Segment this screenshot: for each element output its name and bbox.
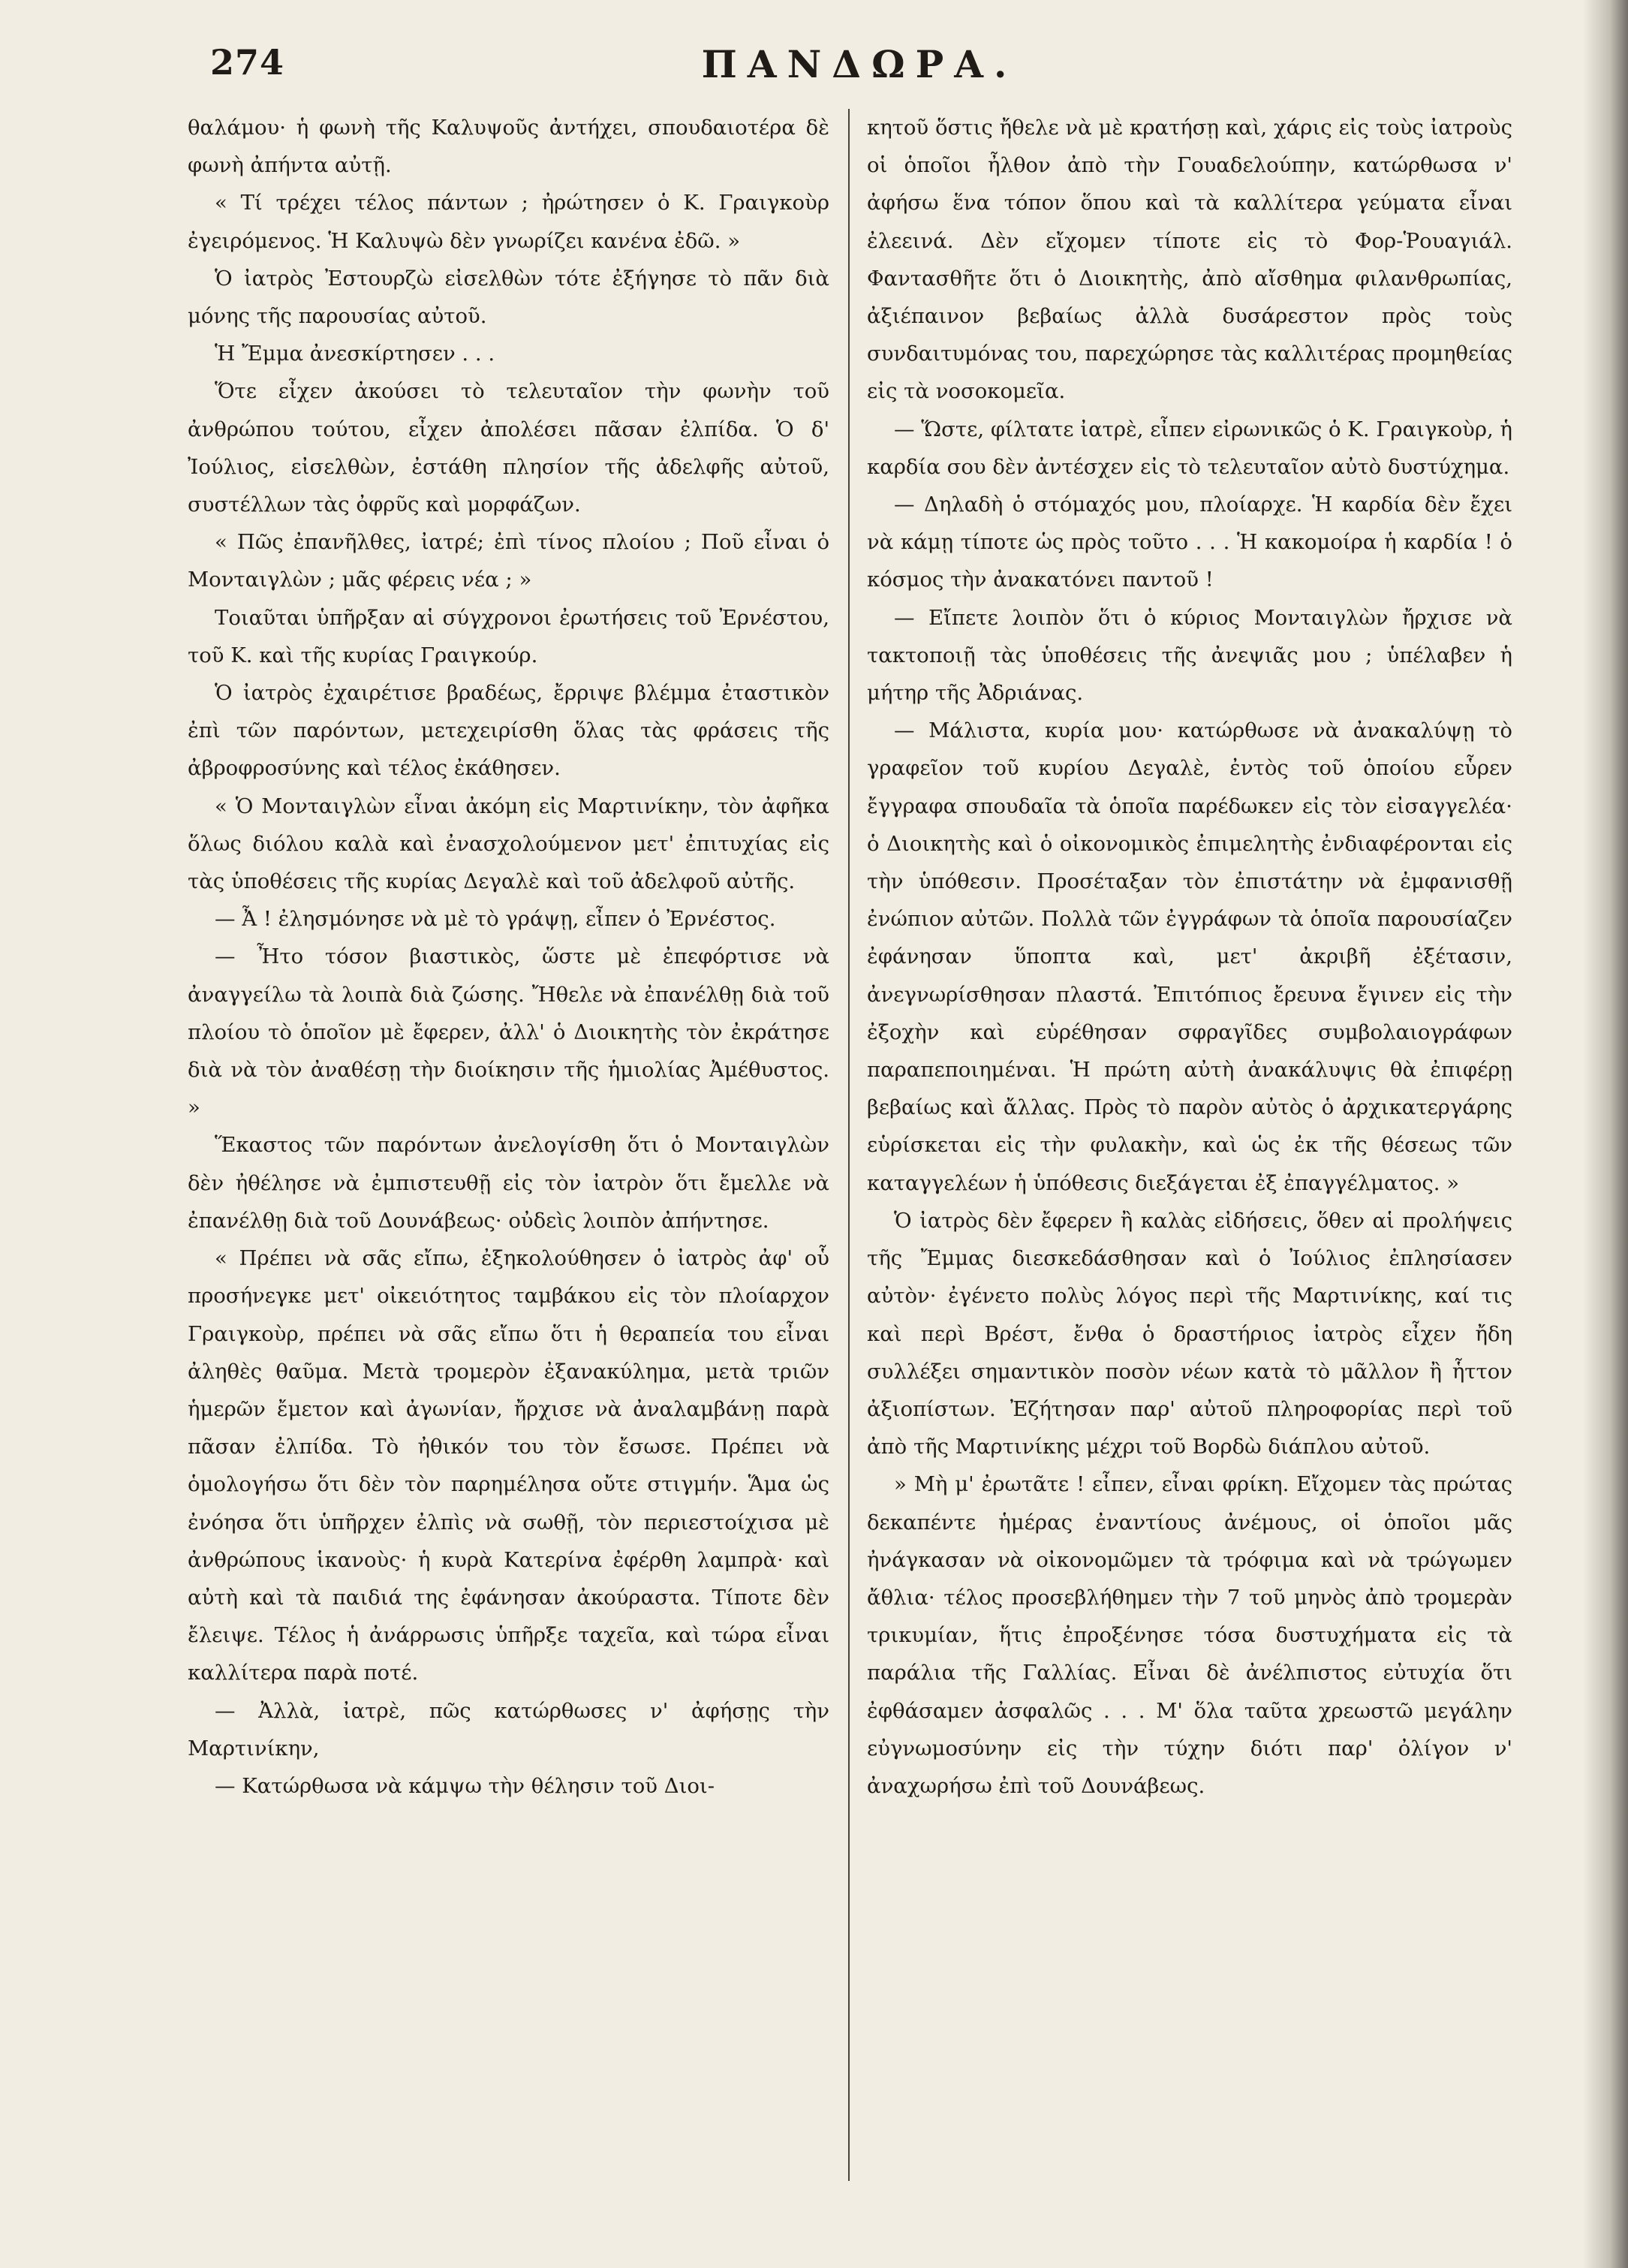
text-columns bbox=[188, 109, 1512, 2181]
paragraph: — Ἦτο τόσον βιαστικὸς, ὥστε μὲ ἐπεφόρτισε νὰ ἀναγγείλω τὰ λοιπὰ διὰ ζώσης. Ἤθελε νὰ ἐπανέλθῃ διὰ τοῦ πλοίου τὸ ὁποῖον μὲ ἔφερεν, ἀλλ' ὁ Διοικητὴς τὸν ἐκράτησε διὰ νὰ τὸν ἀναθέσῃ τὴν διοίκησιν τῆς ἡμιολίας Ἀμέθυστος. » bbox=[188, 944, 829, 1120]
paragraph: Ἕκαστος τῶν παρόντων ἀνελογίσθη ὅτι ὁ Μονταιγλὼν δὲν ἠθέλησε νὰ ἐμπιστευθῇ εἰς τὸν ἰατρὸν ὅτι ἔμελλε νὰ ἐπανέλθῃ διὰ τοῦ Δουνάβεως· οὐδεὶς λοιπὸν ἀπήντησε. bbox=[188, 1133, 829, 1233]
page-number: 274 bbox=[210, 42, 285, 83]
paragraph: κητοῦ ὅστις ἤθελε νὰ μὲ κρατήσῃ καὶ, χάρις εἰς τοὺς ἰατροὺς οἱ ὁποῖοι ἦλθον ἀπὸ τὴν Γουαδελούπην, κατώρθωσα ν' ἀφήσω ἕνα τόπον ὅπου καὶ τὰ καλλίτερα γεύματα εἶναι ἐλεεινά. Δὲν εἴχομεν τίποτε εἰς τὸ Φορ-Ῥουαγιάλ. Φαντασθῆτε ὅτι ὁ Διοικητὴς, ἀπὸ αἴσθημα φιλανθρωπίας, ἀξιέπαινον βεβαίως ἀλλὰ δυσάρεστον πρὸς τοὺς συνδαιτυμόνας του, παρεχώρησε τὰς καλλιτέρας προμηθείας εἰς τὰ νοσοκομεῖα. bbox=[867, 116, 1512, 404]
paragraph: « Ὁ Μονταιγλὼν εἶναι ἀκόμη εἰς Μαρτινίκην, τὸν ἀφῆκα ὅλως διόλου καλὰ καὶ ἐνασχολούμενον μετ' ἐπιτυχίας εἰς τὰς ὑποθέσεις τῆς κυρίας Δεγαλὲ καὶ τοῦ ἀδελφοῦ αὐτῆς. bbox=[188, 794, 829, 894]
paragraph: — Ἀλλὰ, ἰατρὲ, πῶς κατώρθωσες ν' ἀφήσῃς τὴν Μαρτινίκην, bbox=[188, 1698, 829, 1760]
paragraph: — Εἴπετε λοιπὸν ὅτι ὁ κύριος Μονταιγλὼν ἤρχισε νὰ τακτοποιῇ τὰς ὑποθέσεις τῆς ἀνεψιᾶς μου ; ὑπέλαβεν ἡ μήτηρ τῆς Ἀδριάνας. bbox=[867, 605, 1512, 706]
paragraph: Ἡ Ἔμμα ἀνεσκίρτησεν . . . bbox=[215, 342, 495, 366]
right-column bbox=[867, 109, 1512, 2181]
paragraph: « Πῶς ἐπανῆλθες, ἰατρέ; ἐπὶ τίνος πλοίου ; Ποῦ εἶναι ὁ Μονταιγλὼν ; μᾶς φέρεις νέα ; » bbox=[188, 530, 829, 592]
left-column bbox=[188, 109, 829, 2181]
paragraph: — Κατώρθωσα νὰ κάμψω τὴν θέλησιν τοῦ Διοι- bbox=[215, 1773, 715, 1798]
paragraph: — Μάλιστα, κυρία μου· κατώρθωσε νὰ ἀνακαλύψῃ τὸ γραφεῖον τοῦ κυρίου Δεγαλὲ, ἐντὸς τοῦ ὁποίου εὗρεν ἔγγραφα σπουδαῖα τὰ ὁποῖα παρέδωκεν εἰς τὸν εἰσαγγελέα· ὁ Διοικητὴς καὶ ὁ οἰκονομικὸς ἐπιμελητὴς ἐνδιαφέρονται εἰς τὴν ὑπόθεσιν. Προσέταξαν τὸν ἐπιστάτην νὰ ἐμφανισθῇ ἐνώπιον αὐτῶν. Πολλὰ τῶν ἐγγράφων τὰ ὁποῖα παρουσίαζεν ἐφάνησαν ὕποπτα καὶ, μετ' ἀκριβῆ ἐξέτασιν, ἀνεγνωρίσθησαν πλαστά. Ἐπιτόπιος ἔρευνα ἔγινεν εἰς τὴν ἐξοχὴν καὶ εὑρέθησαν σφραγῖδες συμβολαιογράφων παραπεποιημέναι. Ἡ πρώτη αὐτὴ ἀνακάλυψις θὰ ἐπιφέρῃ βεβαίως καὶ ἄλλας. Πρὸς τὸ παρὸν αὐτὸς ὁ ἀρχικατεργάρης εὑρίσκεται εἰς τὴν φυλακὴν, καὶ ὡς ἐκ τῆς θέσεως τῶν καταγγελέων ἡ ὑπόθεσις διεξάγεται ἐξ ἐπαγγέλματος. » bbox=[867, 718, 1512, 1195]
paragraph: — Ὥστε, φίλτατε ἰατρὲ, εἶπεν εἰρωνικῶς ὁ Κ. Γραιγκοὺρ, ἡ καρδία σου δὲν ἀντέσχεν εἰς τὸ τελευταῖον αὐτὸ δυστύχημα. bbox=[867, 417, 1512, 479]
paragraph: — Δηλαδὴ ὁ στόμαχός μου, πλοίαρχε. Ἡ καρδία δὲν ἔχει νὰ κάμῃ τίποτε ὡς πρὸς τοῦτο . . . Ἡ κακομοίρα ἡ καρδία ! ὁ κόσμος τὴν ἀνακατόνει παντοῦ ! bbox=[867, 492, 1512, 592]
paragraph: « Τί τρέχει τέλος πάντων ; ἠρώτησεν ὁ Κ. Γραιγκοὺρ ἐγειρόμενος. Ἡ Καλυψὼ δὲν γνωρίζει κανένα ἐδῶ. » bbox=[188, 191, 829, 253]
page-edge-shadow bbox=[1583, 0, 1628, 2268]
paragraph: — Ἆ ! ἐλησμόνησε νὰ μὲ τὸ γράψῃ, εἶπεν ὁ Ἐρνέστος. bbox=[215, 907, 776, 932]
running-head bbox=[210, 42, 1509, 102]
paragraph: « Πρέπει νὰ σᾶς εἴπω, ἐξηκολούθησεν ὁ ἰατρὸς ἀφ' οὗ προσήνεγκε μετ' οἰκειότητος ταμβάκου εἰς τὸν πλοίαρχον Γραιγκοὺρ, πρέπει νὰ σᾶς εἴπω ὅτι ἡ θεραπεία του εἶναι ἀληθὲς θαῦμα. Μετὰ τρομερὸν ἐξανακύλημα, μετὰ τριῶν ἡμερῶν ἔμετον καὶ ἀγωνίαν, ἤρχισε νὰ ἀναλαμβάνῃ παρὰ πᾶσαν ἐλπίδα. Τὸ ἠθικόν του τὸν ἔσωσε. Πρέπει νὰ ὁμολογήσω ὅτι δὲν τὸν παρημέλησα οὔτε στιγμήν. Ἅμα ὡς ἐνόησα ὅτι ὑπῆρχεν ἐλπὶς νὰ σωθῇ, τὸν περιεστοίχισα μὲ ἀνθρώπους ἱκανοὺς· ἡ κυρὰ Κατερίνα ἐφέρθη λαμπρὰ· καὶ αὐτὴ καὶ τὰ παιδιά της ἐφάνησαν ἀκούραστα. Τίποτε δὲν ἔλειψε. Τέλος ἡ ἀνάρρωσις ὑπῆρξε ταχεῖα, καὶ τώρα εἶναι καλλίτερα παρὰ ποτέ. bbox=[188, 1246, 829, 1685]
paragraph: θαλάμου· ἡ φωνὴ τῆς Καλυψοῦς ἀντήχει, σπουδαιοτέρα δὲ φωνὴ ἀπήντα αὐτῇ. bbox=[188, 116, 829, 178]
paragraph: Ὅτε εἶχεν ἀκούσει τὸ τελευταῖον τὴν φωνὴν τοῦ ἀνθρώπου τούτου, εἶχεν ἀπολέσει πᾶσαν ἐλπίδα. Ὁ δ' Ἰούλιος, εἰσελθὼν, ἐστάθη πλησίον τῆς ἀδελφῆς αὐτοῦ, συστέλλων τὰς ὀφρῦς καὶ μορφάζων. bbox=[188, 379, 829, 517]
paragraph: Ὁ ἰατρὸς ἐχαιρέτισε βραδέως, ἔρριψε βλέμμα ἐταστικὸν ἐπὶ τῶν παρόντων, μετεχειρίσθη ὅλας τὰς φράσεις τῆς ἀβροφροσύνης καὶ τέλος ἐκάθησεν. bbox=[188, 681, 829, 781]
paragraph: » Μὴ μ' ἐρωτᾶτε ! εἶπεν, εἶναι φρίκη. Εἴχομεν τὰς πρώτας δεκαπέντε ἡμέρας ἐναντίους ἀνέμους, οἱ ὁποῖοι μᾶς ἠνάγκασαν νὰ οἰκονομῶμεν τὰ τρόφιμα καὶ νὰ τρώγωμεν ἄθλια· τέλος προσεβλήθημεν τὴν 7 τοῦ μηνὸς ἀπὸ τρομερὰν τρικυμίαν, ἥτις ἐπροξένησε τόσα δυστυχήματα εἰς τὰ παράλια τῆς Γαλλίας. Εἶναι δὲ ἀνέλπιστος εὐτυχία ὅτι ἐφθάσαμεν ἀσφαλῶς . . . Μ' ὅλα ταῦτα χρεωστῶ μεγάλην εὐγνωμοσύνην εἰς τὴν τύχην διότι παρ' ὀλίγον ν' ἀναχωρήσω ἐπὶ τοῦ Δουνάβεως. bbox=[867, 1472, 1512, 1798]
column-divider bbox=[848, 109, 850, 2181]
paragraph: Ὁ ἰατρὸς Ἐστουρζὼ εἰσελθὼν τότε ἐξήγησε τὸ πᾶν διὰ μόνης τῆς παρουσίας αὐτοῦ. bbox=[188, 266, 829, 329]
paragraph: Τοιαῦται ὑπῆρξαν αἱ σύγχρονοι ἐρωτήσεις τοῦ Ἐρνέστου, τοῦ Κ. καὶ τῆς κυρίας Γραιγκούρ. bbox=[188, 605, 829, 667]
paragraph: Ὁ ἰατρὸς δὲν ἔφερεν ἢ καλὰς εἰδήσεις, ὅθεν αἱ προλήψεις τῆς Ἔμμας διεσκεδάσθησαν καὶ ὁ Ἰούλιος ἐπλησίασεν αὐτὸν· ἐγένετο πολὺς λόγος περὶ τῆς Μαρτινίκης, καί τις καὶ περὶ Βρέστ, ἔνθα ὁ δραστήριος ἰατρὸς εἶχεν ἤδη συλλέξει σημαντικὸν ποσὸν νέων κατὰ τὸ μᾶλλον ἢ ἧττον ἀξιοπίστων. Ἐζήτησαν παρ' αὐτοῦ πληροφορίας περὶ τοῦ ἀπὸ τῆς Μαρτινίκης μέχρι τοῦ Βορδὼ διάπλου αὐτοῦ. bbox=[867, 1208, 1512, 1459]
journal-title: ΠΑΝΔΩΡΑ. bbox=[701, 42, 1018, 86]
